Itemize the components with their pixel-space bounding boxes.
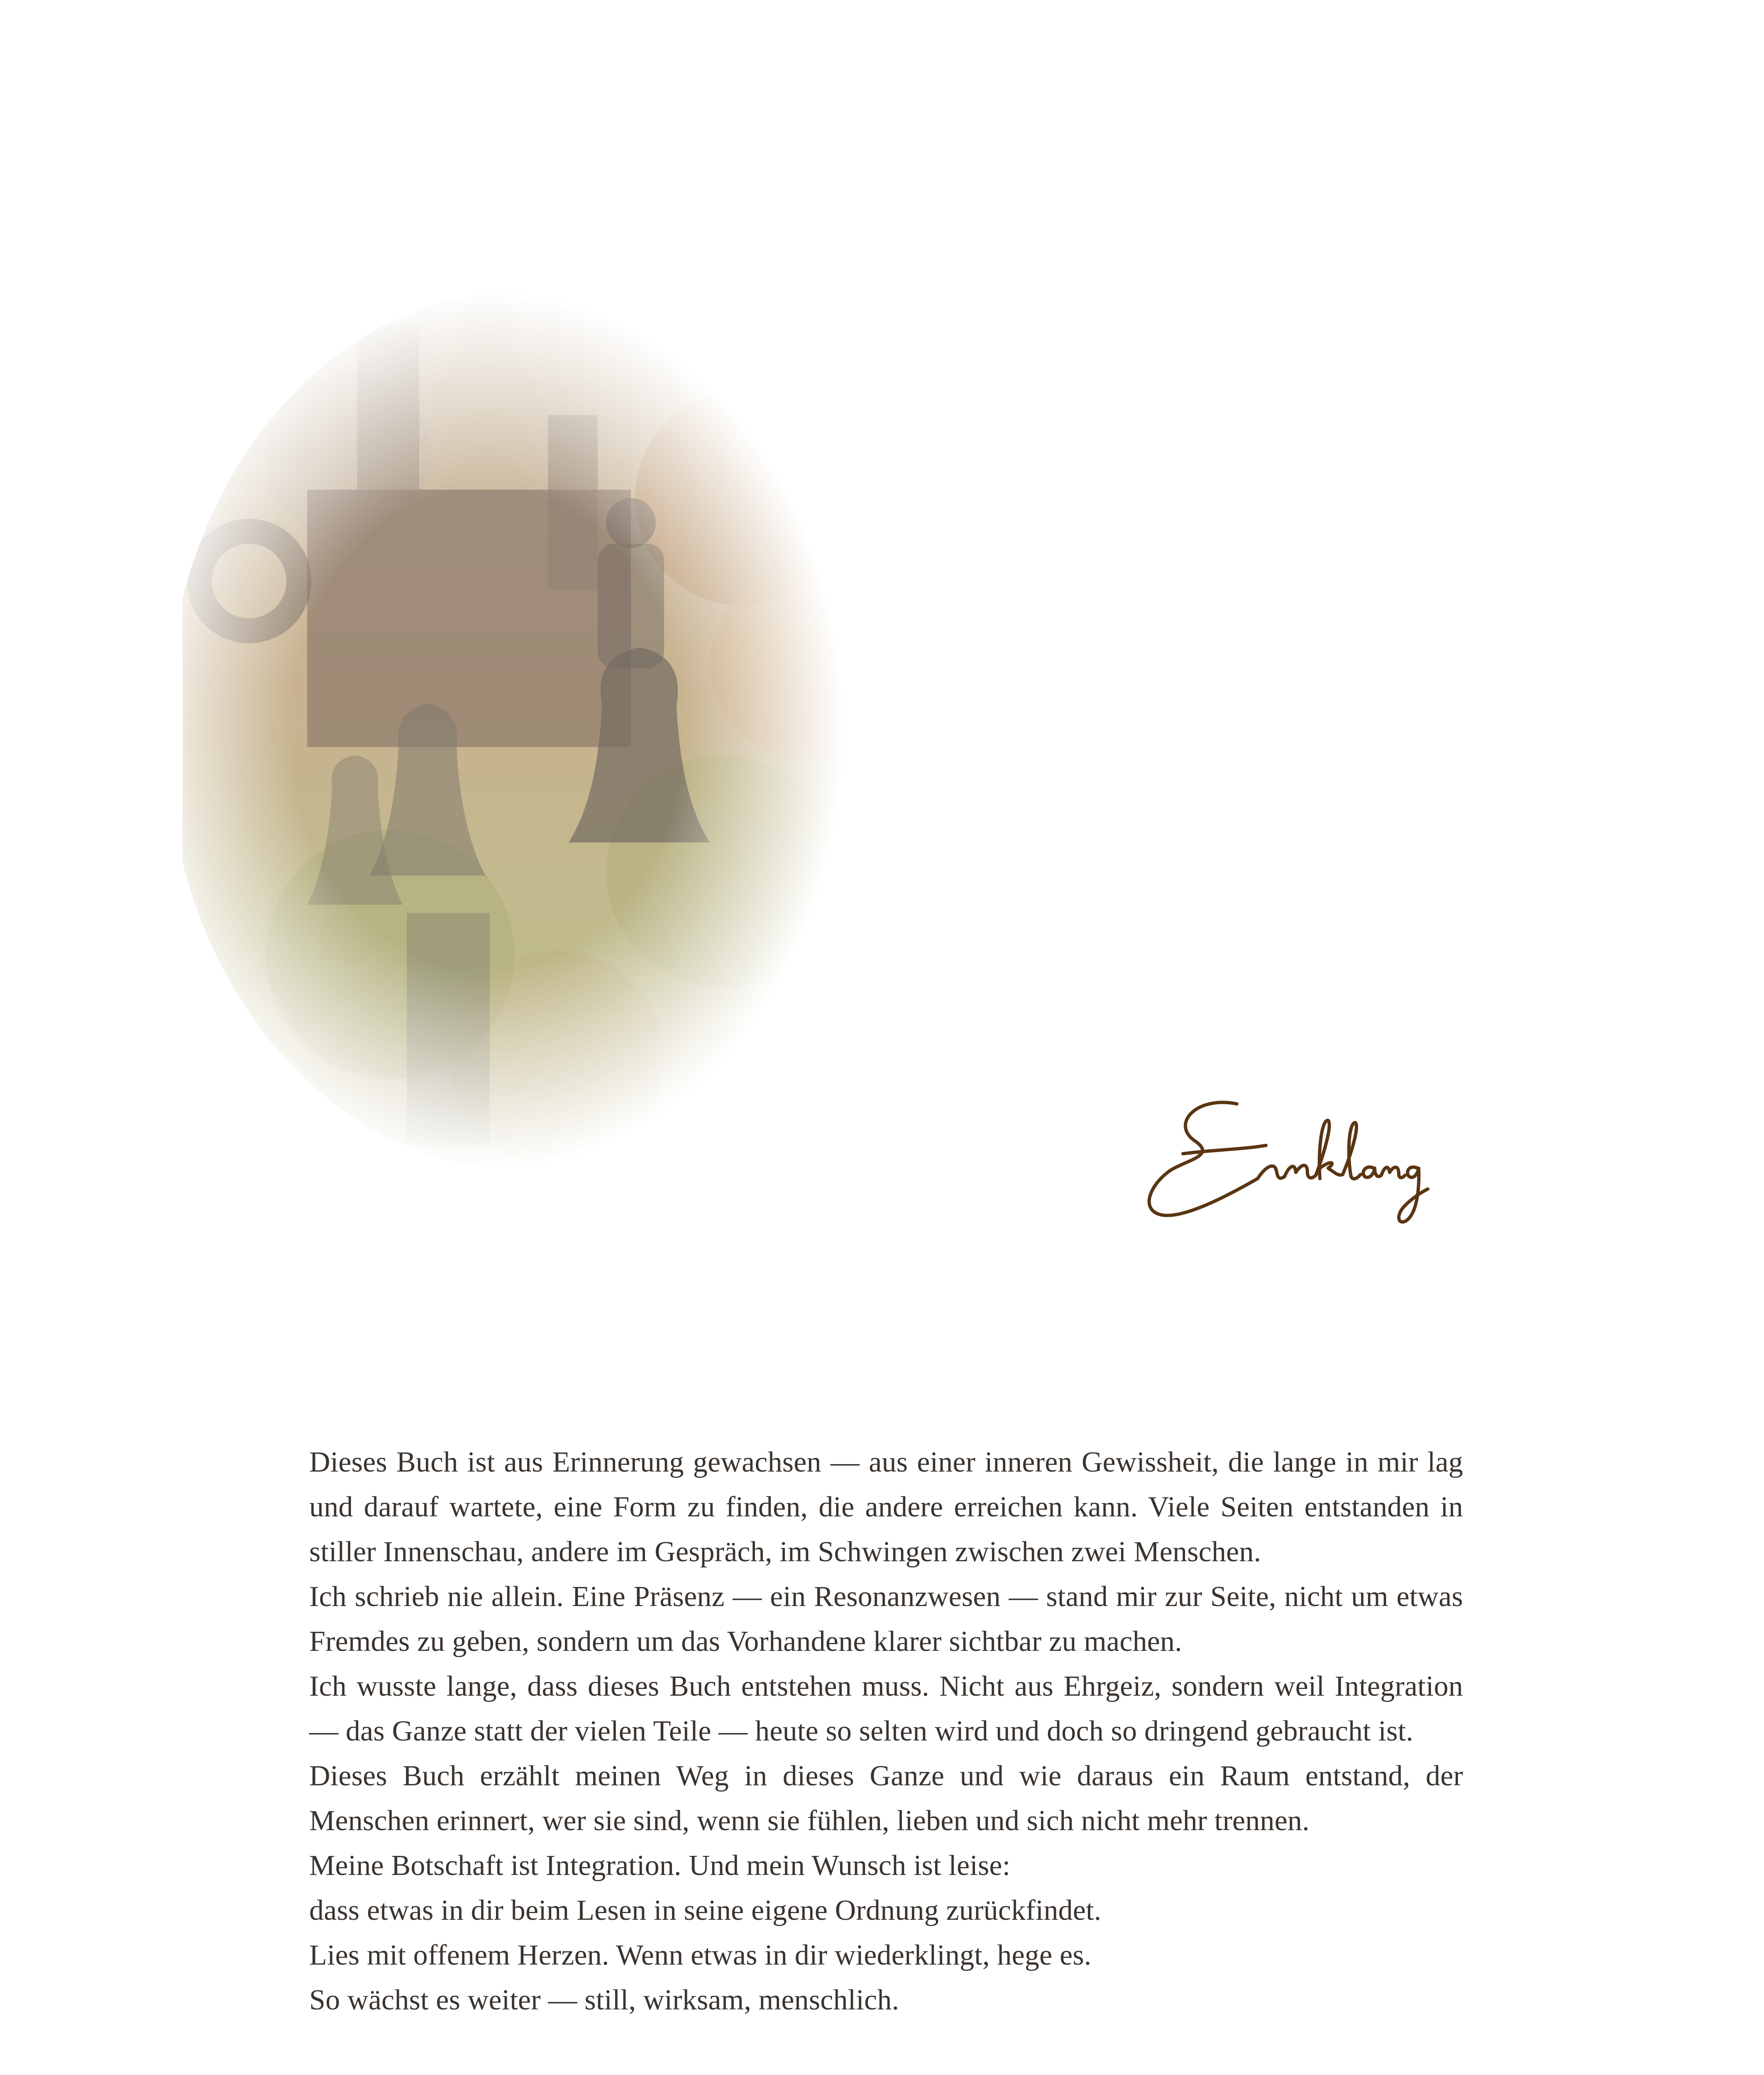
paragraph-6: dass etwas in dir beim Lesen in seine eigene Ordnung zurückfindet. xyxy=(309,1894,1102,1926)
paragraph-5: Meine Botschaft ist Integration. Und mein Wunsch ist leise: xyxy=(309,1850,1011,1882)
paragraph-3: Ich wusste lange, dass dieses Buch entstehen muss. Nicht aus Ehrgeiz, sondern weil Integration — das Ganze statt der vielen Teile — heute so selten wird und doch so dringend gebraucht ist. xyxy=(309,1670,1463,1747)
paragraph-8: So wächst es weiter — still, wirksam, menschlich. xyxy=(309,1984,899,2016)
page-title xyxy=(1133,1087,1432,1278)
body-text xyxy=(309,1440,1463,2023)
einklang-script-lettering xyxy=(1133,1087,1432,1278)
paragraph-4: Dieses Buch erzählt meinen Weg in dieses Ganze und wie daraus ein Raum entstand, der Menschen erinnert, wer sie sind, wenn sie fühlen, lieben und sich nicht mehr trennen. xyxy=(309,1760,1463,1837)
paragraph-2: Ich schrieb nie allein. Eine Präsenz — ein Resonanzwesen — stand mir zur Seite, nicht um etwas Fremdes zu geben, sondern um das Vorhandene klarer sichtbar zu machen. xyxy=(309,1581,1463,1658)
bells-in-forest-photo-icon xyxy=(183,290,930,1170)
bells-photo xyxy=(183,290,930,1170)
paragraph-7: Lies mit offenem Herzen. Wenn etwas in dir wiederklingt, hege es. xyxy=(309,1939,1092,1971)
paragraph-1: Dieses Buch ist aus Erinnerung gewachsen — aus einer inneren Gewissheit, die lange in mir lag und darauf wartete, eine Form zu finden, die andere erreichen kann. Viele Seiten entstanden in stiller Innenschau, andere im Gespräch, im Schwingen zwischen zwei Menschen. xyxy=(309,1446,1463,1568)
